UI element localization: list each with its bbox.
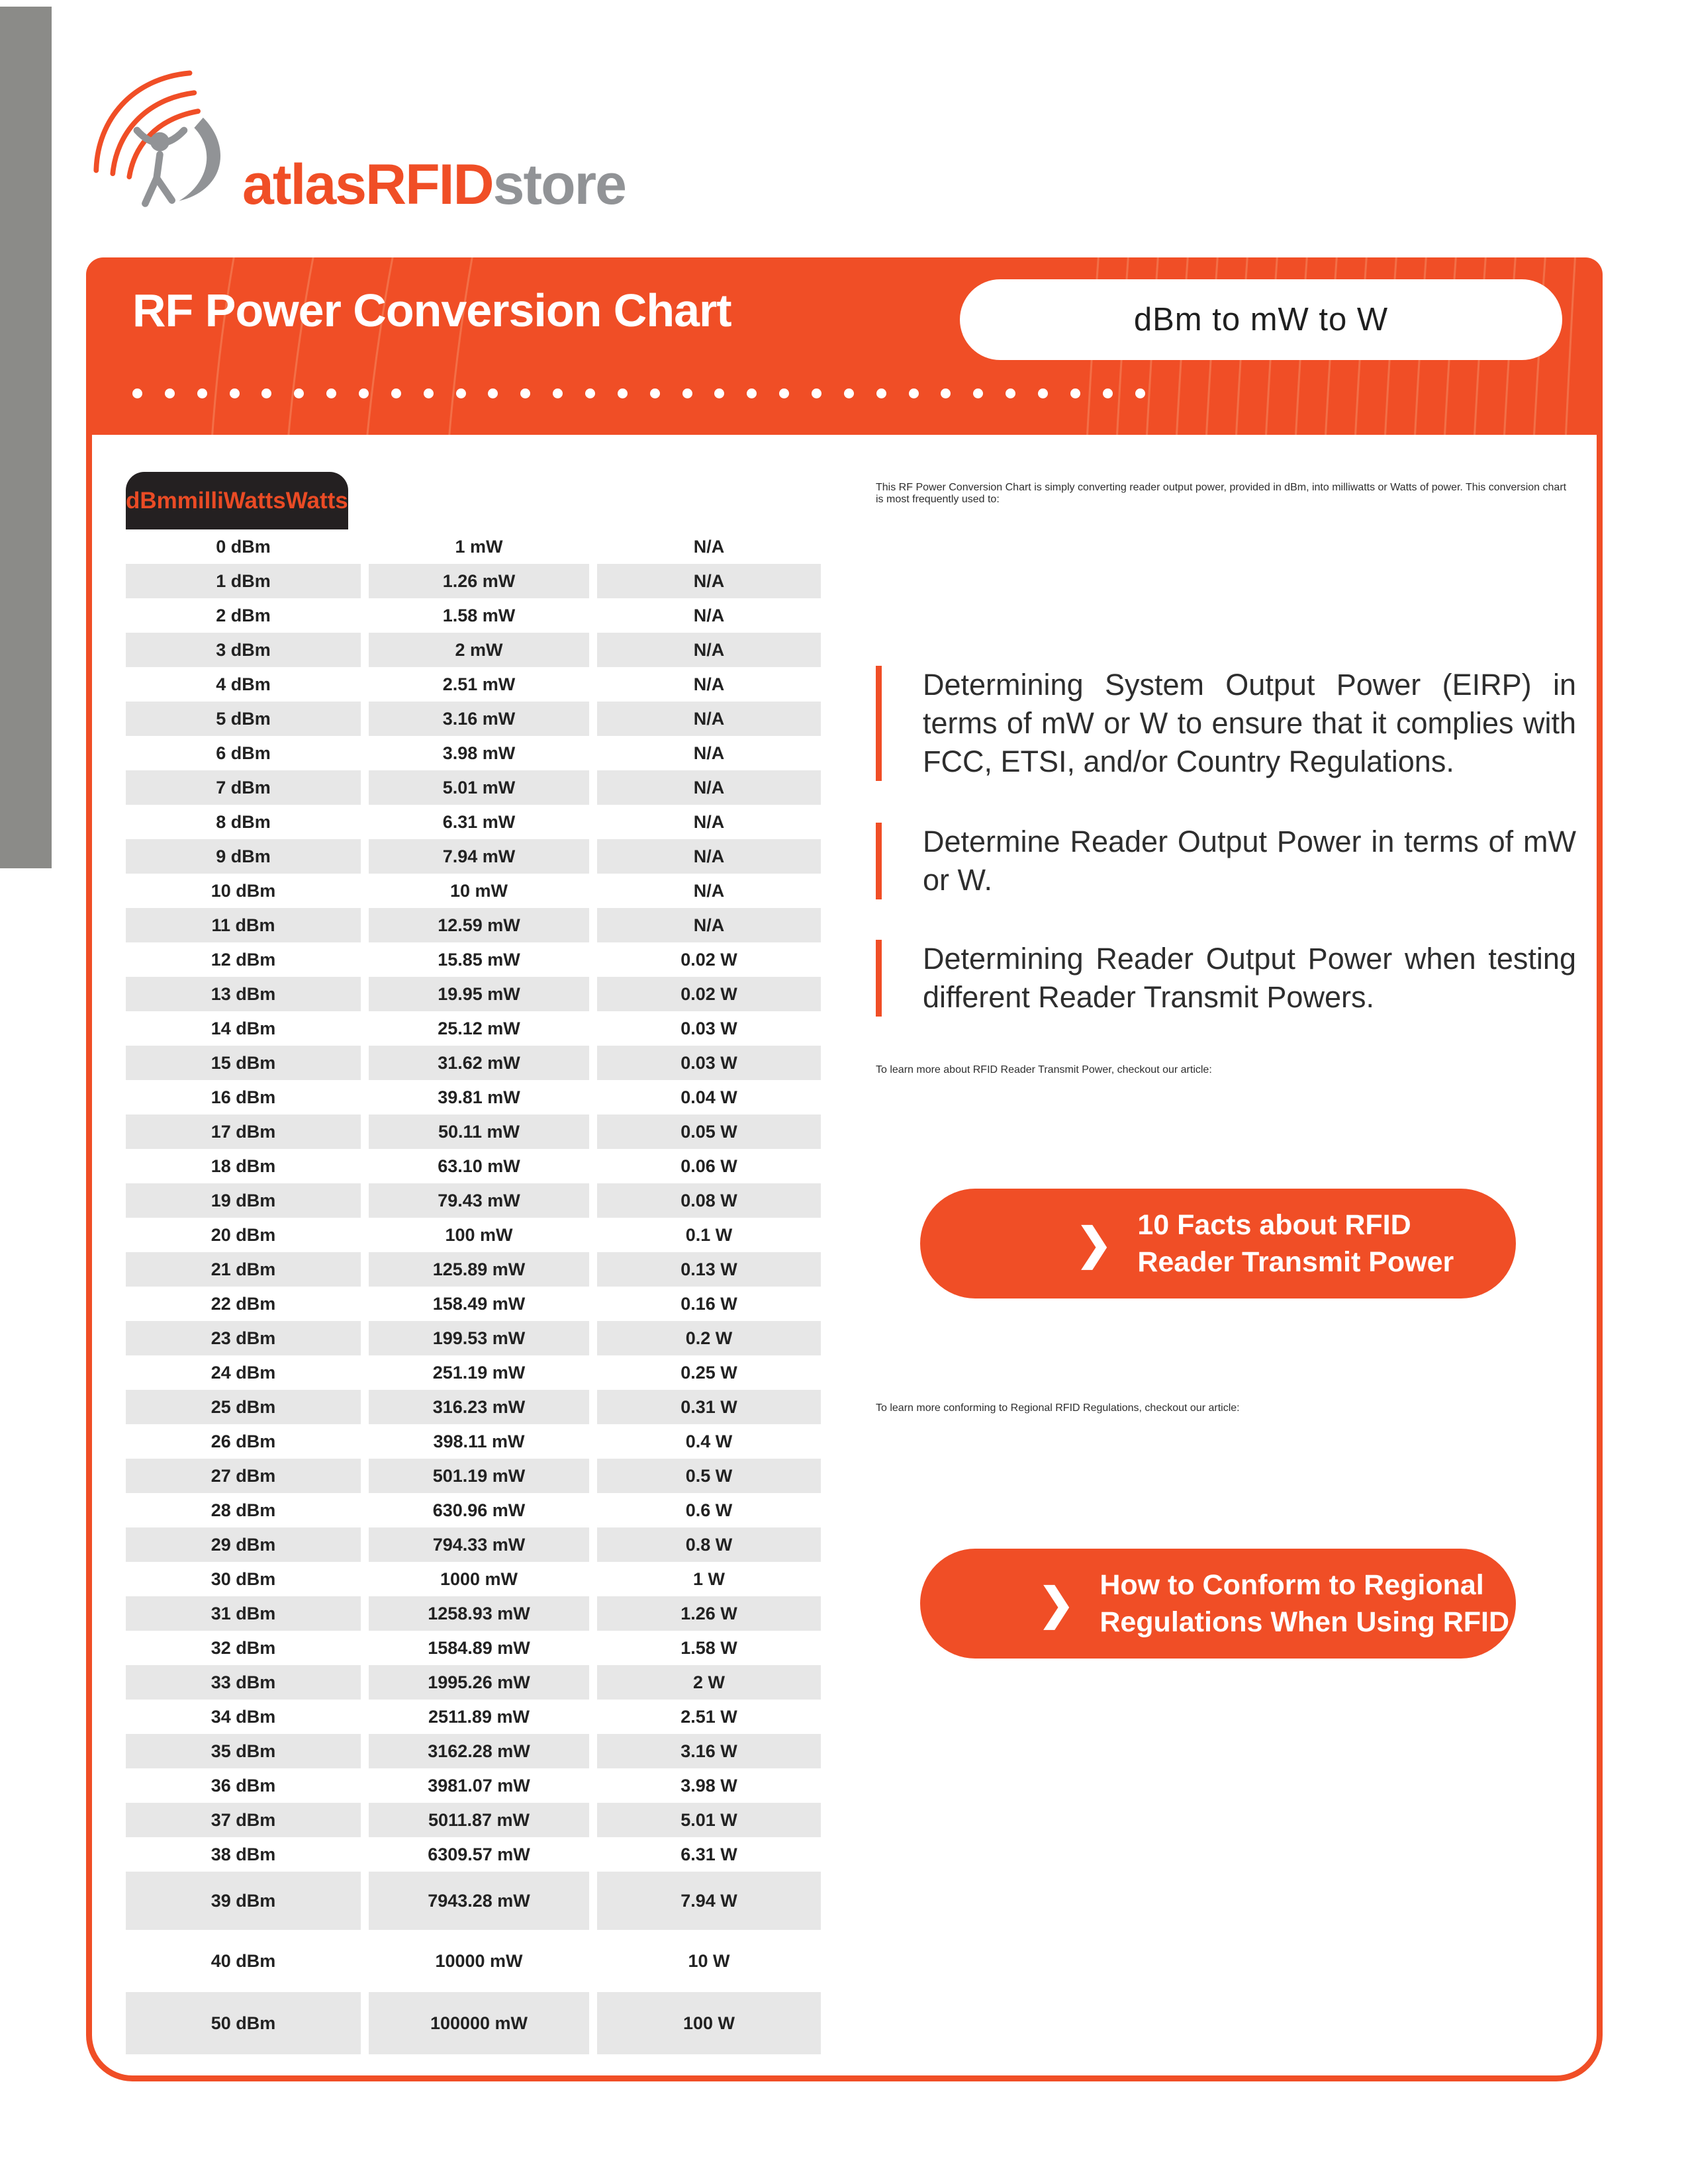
table-cell: 34 dBm <box>211 1706 276 1727</box>
table-cell: 0.16 W <box>680 1293 737 1314</box>
table-cell: 36 dBm <box>211 1775 276 1796</box>
table-cell: 158.49 mW <box>432 1293 526 1314</box>
table-cell: 0.06 W <box>680 1156 737 1176</box>
cta2-label <box>1100 1567 1509 1641</box>
table-cell: 5.01 mW <box>369 770 589 805</box>
table-cell: 501.19 mW <box>369 1459 589 1493</box>
table-cell: 2 dBm <box>216 605 271 625</box>
dot <box>553 388 563 398</box>
table-cell: 40 dBm <box>211 1950 276 1971</box>
table-cell: 12.59 mW <box>369 908 589 942</box>
table-row <box>126 1872 821 1930</box>
table-cell: 3162.28 mW <box>369 1734 589 1768</box>
table-cell: 0.08 W <box>597 1183 821 1218</box>
cta1-lead-paragraph: To learn more about RFID Reader Transmit Power, checkout our article: <box>876 1064 1212 1075</box>
logo-text <box>242 152 626 218</box>
table-cell: N/A <box>693 536 725 557</box>
table-row <box>126 1011 821 1046</box>
dot <box>844 388 854 398</box>
table-cell: 20 dBm <box>211 1224 276 1245</box>
logo-text-gray: store <box>492 153 626 216</box>
table-cell: 0.6 W <box>685 1500 733 1520</box>
dot <box>650 388 660 398</box>
dot <box>1006 388 1015 398</box>
table-cell: 10 W <box>688 1950 730 1971</box>
table-cell: 1000 mW <box>440 1569 518 1589</box>
table-cell: 0.02 W <box>597 977 821 1011</box>
cta1-label-line2: Reader Transmit Power <box>1137 1246 1454 1278</box>
cta2-label-line2: Regulations When Using RFID <box>1100 1606 1510 1638</box>
table-row <box>126 908 821 942</box>
table-cell: 31.62 mW <box>369 1046 589 1080</box>
table-cell: 3.16 W <box>597 1734 821 1768</box>
dot <box>132 388 142 398</box>
table-cell: 251.19 mW <box>432 1362 526 1383</box>
table-row <box>126 1115 821 1149</box>
table-cell: 0.04 W <box>680 1087 737 1107</box>
table-cell: 1258.93 mW <box>369 1596 589 1631</box>
table-cell: N/A <box>693 674 725 694</box>
header-watts: Watts <box>286 472 348 529</box>
table-cell: 35 dBm <box>126 1734 361 1768</box>
dot <box>682 388 692 398</box>
table-cell: 7943.28 mW <box>369 1872 589 1930</box>
bullet-item <box>876 940 1576 1017</box>
dot <box>909 388 919 398</box>
chevron-right-icon: ❯ <box>1038 1579 1075 1628</box>
table-row <box>126 977 821 1011</box>
cta1-label-line1: 10 Facts about RFID <box>1137 1209 1411 1241</box>
table-cell: N/A <box>693 811 725 832</box>
dot <box>779 388 789 398</box>
table-row <box>126 942 821 977</box>
table-row <box>126 1493 821 1527</box>
table-row <box>126 1930 821 1992</box>
dot <box>1070 388 1080 398</box>
table-row <box>126 1992 821 2054</box>
cta1-label <box>1137 1206 1454 1281</box>
rfid-signal-figure-icon <box>85 46 250 212</box>
table-cell: 79.43 mW <box>369 1183 589 1218</box>
cta-conform-regulations-button[interactable] <box>920 1549 1516 1659</box>
logo-text-orange: atlasRFID <box>242 153 493 216</box>
table-cell: 6.31 W <box>680 1844 737 1864</box>
table-row <box>126 564 821 598</box>
table-cell: 7 dBm <box>126 770 361 805</box>
dot <box>1038 388 1048 398</box>
table-cell: 24 dBm <box>211 1362 276 1383</box>
bullet-item <box>876 666 1576 781</box>
dot <box>165 388 175 398</box>
table-cell: 16 dBm <box>211 1087 276 1107</box>
table-cell: 3.98 mW <box>442 743 516 763</box>
dot <box>1103 388 1113 398</box>
dot <box>714 388 724 398</box>
table-row <box>126 1803 821 1837</box>
table-row <box>126 1149 821 1183</box>
intro-paragraph: This RF Power Conversion Chart is simply converting reader output power, provided in dBm, into milliwatts or Watts of power. This conversion chart is most frequently used to: <box>876 482 1567 505</box>
table-row <box>126 805 821 839</box>
table-row <box>126 1768 821 1803</box>
table-cell: 10000 mW <box>435 1950 523 1971</box>
dot <box>294 388 304 398</box>
table-cell: 15.85 mW <box>438 949 520 970</box>
table-cell: 2.51 mW <box>442 674 516 694</box>
table-row <box>126 1837 821 1872</box>
dot <box>618 388 628 398</box>
dot <box>876 388 886 398</box>
table-cell: 37 dBm <box>126 1803 361 1837</box>
dots-decoration <box>132 388 1145 398</box>
table-row <box>126 1390 821 1424</box>
dot <box>359 388 369 398</box>
table-cell: 0.05 W <box>597 1115 821 1149</box>
table-row <box>126 1183 821 1218</box>
table-cell: 13 dBm <box>126 977 361 1011</box>
table-cell: N/A <box>693 605 725 625</box>
table-cell: 3981.07 mW <box>428 1775 530 1796</box>
table-cell: 33 dBm <box>126 1665 361 1700</box>
table-cell: 3 dBm <box>126 633 361 667</box>
table-cell: 31 dBm <box>126 1596 361 1631</box>
table-cell: 9 dBm <box>126 839 361 874</box>
table-cell: 27 dBm <box>126 1459 361 1493</box>
table-cell: 0 dBm <box>216 536 271 557</box>
table-cell: 38 dBm <box>211 1844 276 1864</box>
dot <box>326 388 336 398</box>
table-cell: 0.1 W <box>685 1224 733 1245</box>
table-row <box>126 633 821 667</box>
table-cell: 1 W <box>692 1569 725 1589</box>
table-cell: 19 dBm <box>126 1183 361 1218</box>
dot <box>391 388 401 398</box>
table-cell: 7.94 mW <box>369 839 589 874</box>
table-cell: N/A <box>597 839 821 874</box>
table-cell: 0.5 W <box>597 1459 821 1493</box>
header-milliwatts: milliWatts <box>177 472 286 529</box>
dot <box>1135 388 1145 398</box>
table-row <box>126 839 821 874</box>
table-row <box>126 1355 821 1390</box>
table-cell: 19.95 mW <box>369 977 589 1011</box>
table-row <box>126 1321 821 1355</box>
table-cell: 17 dBm <box>126 1115 361 1149</box>
conversion-table-body <box>126 529 821 2054</box>
table-cell: 2 mW <box>369 633 589 667</box>
header-dbm: dBm <box>126 472 177 529</box>
table-cell: 1.26 W <box>597 1596 821 1631</box>
table-cell: 39.81 mW <box>438 1087 520 1107</box>
table-cell: 21 dBm <box>126 1252 361 1287</box>
table-cell: 28 dBm <box>211 1500 276 1520</box>
table-cell: 14 dBm <box>211 1018 276 1038</box>
dot <box>230 388 240 398</box>
logo <box>85 46 813 216</box>
table-row <box>126 736 821 770</box>
table-cell: 100000 mW <box>369 1992 589 2054</box>
table-row <box>126 1527 821 1562</box>
table-cell: 5 dBm <box>126 702 361 736</box>
bullet-bar <box>876 940 882 1017</box>
dot <box>456 388 466 398</box>
table-row <box>126 1080 821 1115</box>
table-cell: 15 dBm <box>126 1046 361 1080</box>
banner-subtitle: dBm to mW to W <box>1133 302 1389 338</box>
table-cell: 3.98 W <box>680 1775 737 1796</box>
table-cell: 11 dBm <box>126 908 361 942</box>
table-cell: 0.2 W <box>597 1321 821 1355</box>
cta-10-facts-button[interactable] <box>920 1189 1516 1298</box>
table-cell: 8 dBm <box>216 811 271 832</box>
table-cell: N/A <box>693 743 725 763</box>
table-cell: 25.12 mW <box>438 1018 520 1038</box>
table-cell: 1 mW <box>455 536 503 557</box>
table-cell: 29 dBm <box>126 1527 361 1562</box>
dot <box>941 388 951 398</box>
table-cell: 398.11 mW <box>433 1431 525 1451</box>
table-row <box>126 598 821 633</box>
table-cell: 10 mW <box>449 880 508 901</box>
table-cell: 3.16 mW <box>369 702 589 736</box>
dot <box>261 388 271 398</box>
table-row <box>126 1424 821 1459</box>
table-cell: 22 dBm <box>211 1293 276 1314</box>
table-cell: 6 dBm <box>216 743 271 763</box>
table-cell: 1.26 mW <box>369 564 589 598</box>
conversion-table <box>126 472 821 2054</box>
table-cell: N/A <box>597 564 821 598</box>
table-cell: 10 dBm <box>211 880 276 901</box>
bullet-bar <box>876 666 882 781</box>
table-cell: 1 dBm <box>126 564 361 598</box>
page-title: RF Power Conversion Chart <box>132 285 731 336</box>
table-cell: 1.58 W <box>680 1637 737 1658</box>
table-cell: 199.53 mW <box>369 1321 589 1355</box>
bullet-text: Determining System Output Power (EIRP) in terms of mW or W to ensure that it complies with FCC, ETSI, and/or Country Regulations. <box>923 668 1576 778</box>
dot <box>488 388 498 398</box>
table-row <box>126 1218 821 1252</box>
table-cell: 630.96 mW <box>432 1500 526 1520</box>
table-cell: 25 dBm <box>126 1390 361 1424</box>
table-cell: 100 W <box>597 1992 821 2054</box>
table-cell: N/A <box>597 633 821 667</box>
table-row <box>126 529 821 564</box>
table-cell: 18 dBm <box>211 1156 276 1176</box>
table-cell: 2511.89 mW <box>428 1706 530 1727</box>
table-row <box>126 1631 821 1665</box>
dot <box>973 388 983 398</box>
table-cell: 1.58 mW <box>442 605 516 625</box>
table-cell: 0.8 W <box>597 1527 821 1562</box>
dot <box>197 388 207 398</box>
table-row <box>126 1046 821 1080</box>
table-cell: 32 dBm <box>211 1637 276 1658</box>
table-row <box>126 1562 821 1596</box>
table-cell: 12 dBm <box>211 949 276 970</box>
table-row <box>126 1287 821 1321</box>
bullet-text: Determining Reader Output Power when testing different Reader Transmit Powers. <box>923 942 1576 1014</box>
bullet-item <box>876 823 1576 899</box>
bullet-bar <box>876 823 882 899</box>
table-cell: N/A <box>597 770 821 805</box>
table-row <box>126 1459 821 1493</box>
table-cell: 0.25 W <box>680 1362 737 1383</box>
table-cell: 0.13 W <box>597 1252 821 1287</box>
table-cell: 5011.87 mW <box>369 1803 589 1837</box>
banner-subtitle-pill <box>960 279 1562 360</box>
table-cell: 50.11 mW <box>369 1115 589 1149</box>
table-row <box>126 1734 821 1768</box>
table-cell: 0.4 W <box>685 1431 733 1451</box>
table-cell: 4 dBm <box>216 674 271 694</box>
table-cell: 5.01 W <box>597 1803 821 1837</box>
table-cell: 26 dBm <box>211 1431 276 1451</box>
table-cell: 1995.26 mW <box>369 1665 589 1700</box>
table-row <box>126 702 821 736</box>
table-cell: 125.89 mW <box>369 1252 589 1287</box>
conversion-table-header <box>126 472 821 529</box>
table-cell: N/A <box>597 908 821 942</box>
left-accent-bar <box>0 7 52 868</box>
table-cell: 2.51 W <box>680 1706 737 1727</box>
dot <box>520 388 530 398</box>
table-cell: 2 W <box>597 1665 821 1700</box>
chevron-right-icon: ❯ <box>1076 1219 1113 1268</box>
table-row <box>126 1596 821 1631</box>
table-cell: N/A <box>597 702 821 736</box>
table-cell: 1584.89 mW <box>428 1637 530 1658</box>
bullet-text: Determine Reader Output Power in terms of mW or W. <box>923 825 1576 897</box>
table-cell: 39 dBm <box>126 1872 361 1930</box>
table-cell: 0.03 W <box>680 1018 737 1038</box>
table-cell: 23 dBm <box>126 1321 361 1355</box>
cta2-lead-paragraph: To learn more conforming to Regional RFID Regulations, checkout our article: <box>876 1402 1240 1414</box>
table-row <box>126 1700 821 1734</box>
table-cell: 7.94 W <box>597 1872 821 1930</box>
cta2-label-line1: How to Conform to Regional <box>1100 1569 1484 1601</box>
table-cell: 30 dBm <box>211 1569 276 1589</box>
table-cell: 100 mW <box>445 1224 513 1245</box>
table-cell: N/A <box>693 880 725 901</box>
dot <box>747 388 757 398</box>
dot <box>424 388 434 398</box>
dot <box>812 388 821 398</box>
table-cell: 50 dBm <box>126 1992 361 2054</box>
banner <box>86 257 1603 435</box>
table-row <box>126 874 821 908</box>
table-cell: 0.03 W <box>597 1046 821 1080</box>
table-cell: 63.10 mW <box>438 1156 520 1176</box>
table-cell: 0.31 W <box>597 1390 821 1424</box>
table-cell: 6.31 mW <box>442 811 516 832</box>
dot <box>585 388 595 398</box>
table-cell: 794.33 mW <box>369 1527 589 1562</box>
table-cell: 6309.57 mW <box>428 1844 530 1864</box>
table-row <box>126 770 821 805</box>
table-row <box>126 667 821 702</box>
table-cell: 316.23 mW <box>369 1390 589 1424</box>
table-cell: 0.02 W <box>680 949 737 970</box>
table-row <box>126 1252 821 1287</box>
table-row <box>126 1665 821 1700</box>
